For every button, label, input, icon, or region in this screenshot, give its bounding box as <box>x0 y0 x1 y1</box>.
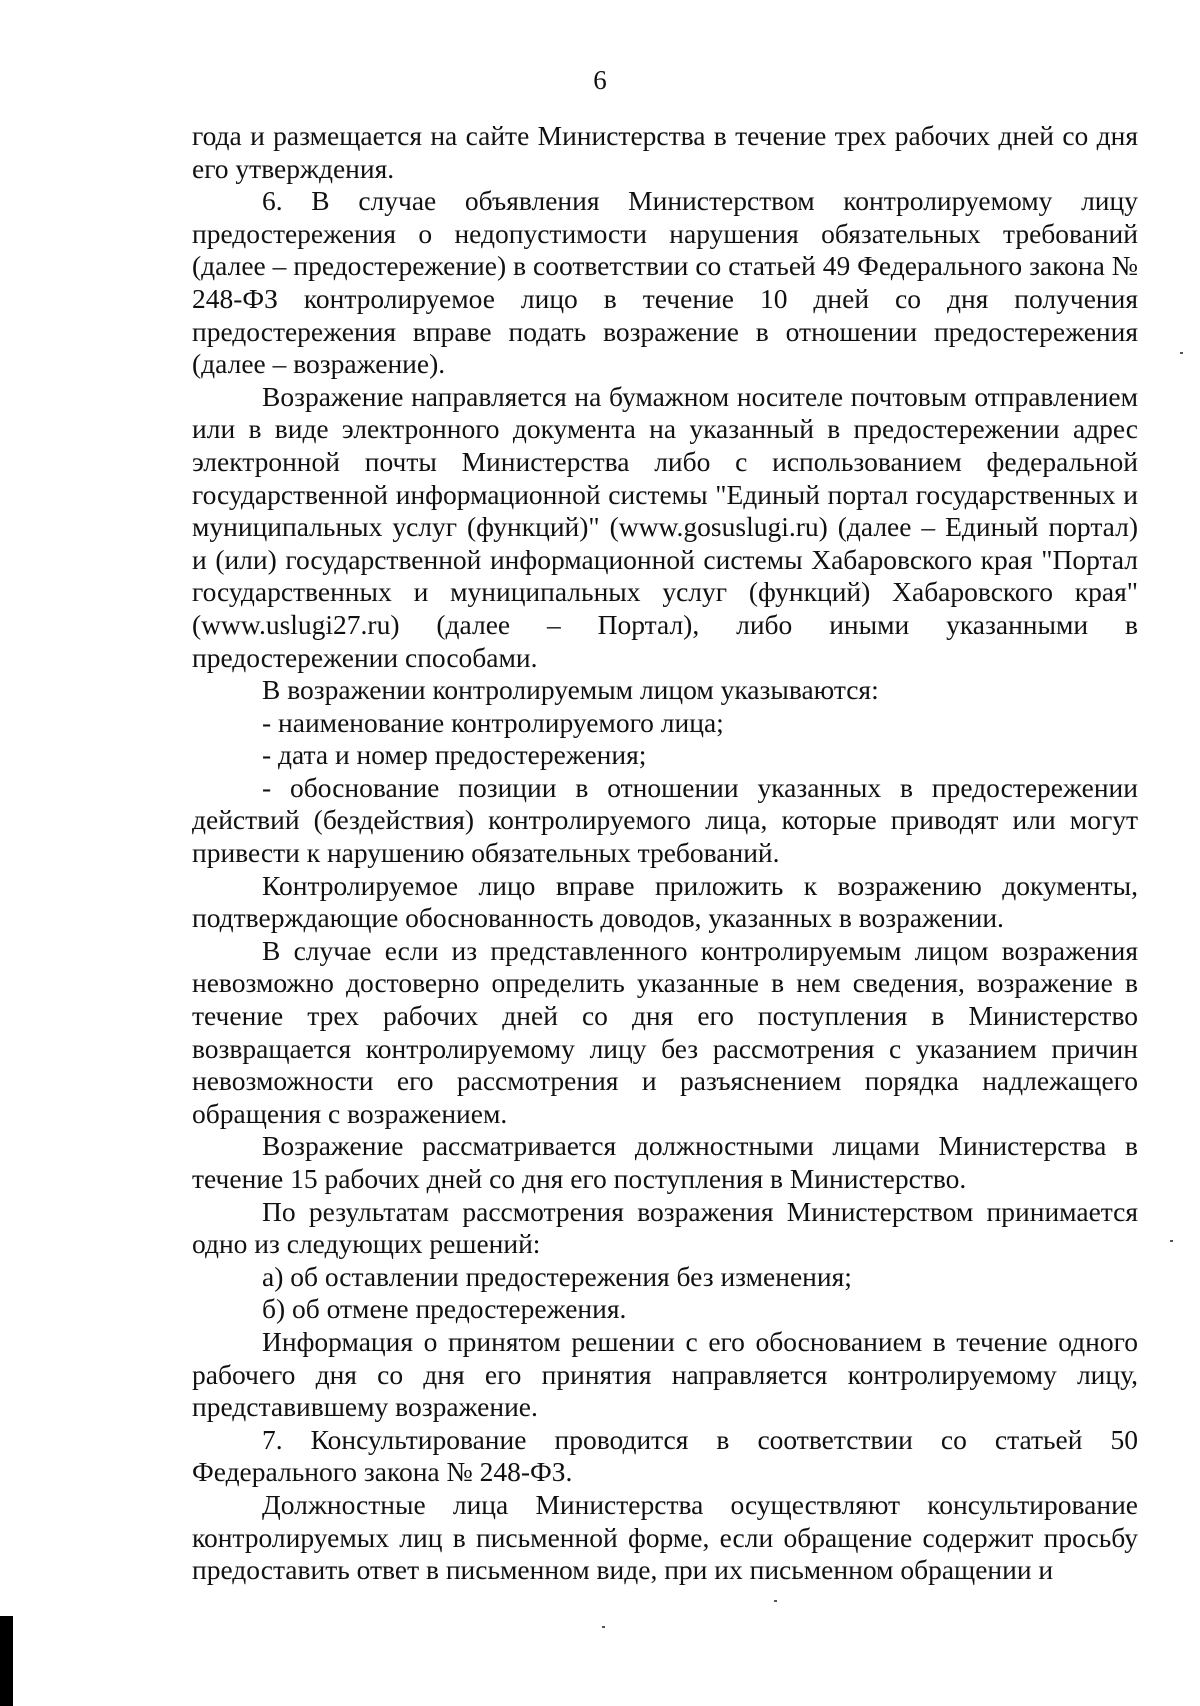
list-item: - обоснование позиции в отношении указанных в предостережении действий (бездействия) контролируемого лица, которые приводят или могут привести к нарушению обязательных требований. <box>192 771 1138 869</box>
paragraph: По результатам рассмотрения возражения Министерством принимается одно из следующих решений: <box>192 1195 1138 1260</box>
body-text <box>192 120 1138 1587</box>
list-item: - наименование контролируемого лица; <box>262 706 724 738</box>
list-item: б) об отмене предостережения. <box>262 1293 627 1325</box>
paragraph: В случае если из представленного контролируемым лицом возражения невозможно достоверно определить указанные в нем сведения, возражение в течение трех рабочих дней со дня его поступления в Министерство возвращается контролируемому лицу без рассмотрения с указанием причин невозможности его рассмотрения и разъяснением порядка надлежащего обращения с возражением. <box>192 934 1138 1129</box>
paragraph: Информация о принятом решении с его обоснованием в течение одного рабочего дня со дня его принятия направляется контролируемому лицу, представившему возражение. <box>192 1325 1138 1423</box>
scan-speck <box>774 1600 777 1602</box>
paragraph: Возражение рассматривается должностными лицами Министерства в течение 15 рабочих дней со дня его поступления в Министерство. <box>192 1130 1138 1194</box>
list-item: а) об оставлении предостережения без изменения; <box>262 1260 852 1292</box>
scan-edge-mark <box>0 1616 13 1706</box>
paragraph: 7. Консультирование проводится в соответствии со статьей 50 Федерального закона № 248-ФЗ. <box>192 1423 1138 1488</box>
scan-speck <box>602 1626 605 1628</box>
list-item: - дата и номер предостережения; <box>262 739 647 771</box>
paragraph: Возражение направляется на бумажном носителе почтовым отправлением или в виде электронного документа на указанный в предостережении адрес электронной почты Министерства либо с использованием федеральной государственной информационной системы "Единый портал государственных и муниципальных услуг (функций)" (www.gosuslugi.ru) (далее – Единый портал) и (или) государственной информационной системы Хабаровского края "Портал государственных и муниципальных услуг (функций) Хабаровского края" (www.uslugi27.ru) (далее – Портал), либо иными указанными в предостережении способами. <box>192 380 1138 673</box>
paragraph: года и размещается на сайте Министерства в течение трех рабочих дней со дня его утверждения. <box>192 120 1138 184</box>
scan-speck <box>1180 352 1183 354</box>
paragraph: Должностные лица Министерства осуществляют консультирование контролируемых лиц в письменной форме, если обращение содержит просьбу предоставить ответ в письменном виде, при их письменном обращении и <box>192 1488 1138 1586</box>
paragraph: Контролируемое лицо вправе приложить к возражению документы, подтверждающие обоснованность доводов, указанных в возражении. <box>192 869 1138 934</box>
page-number: 6 <box>593 65 607 95</box>
paragraph: 6. В случае объявления Министерством контролируемому лицу предостережения о недопустимости нарушения обязательных требований (далее – предостережение) в соответствии со статьей 49 Федерального закона № 248-ФЗ контролируемое лицо в течение 10 дней со дня получения предостережения вправе подать возражение в отношении предостережения (далее – возражение). <box>192 185 1138 380</box>
paragraph: В возражении контролируемым лицом указываются: <box>262 674 879 706</box>
scan-speck <box>1170 1240 1173 1242</box>
